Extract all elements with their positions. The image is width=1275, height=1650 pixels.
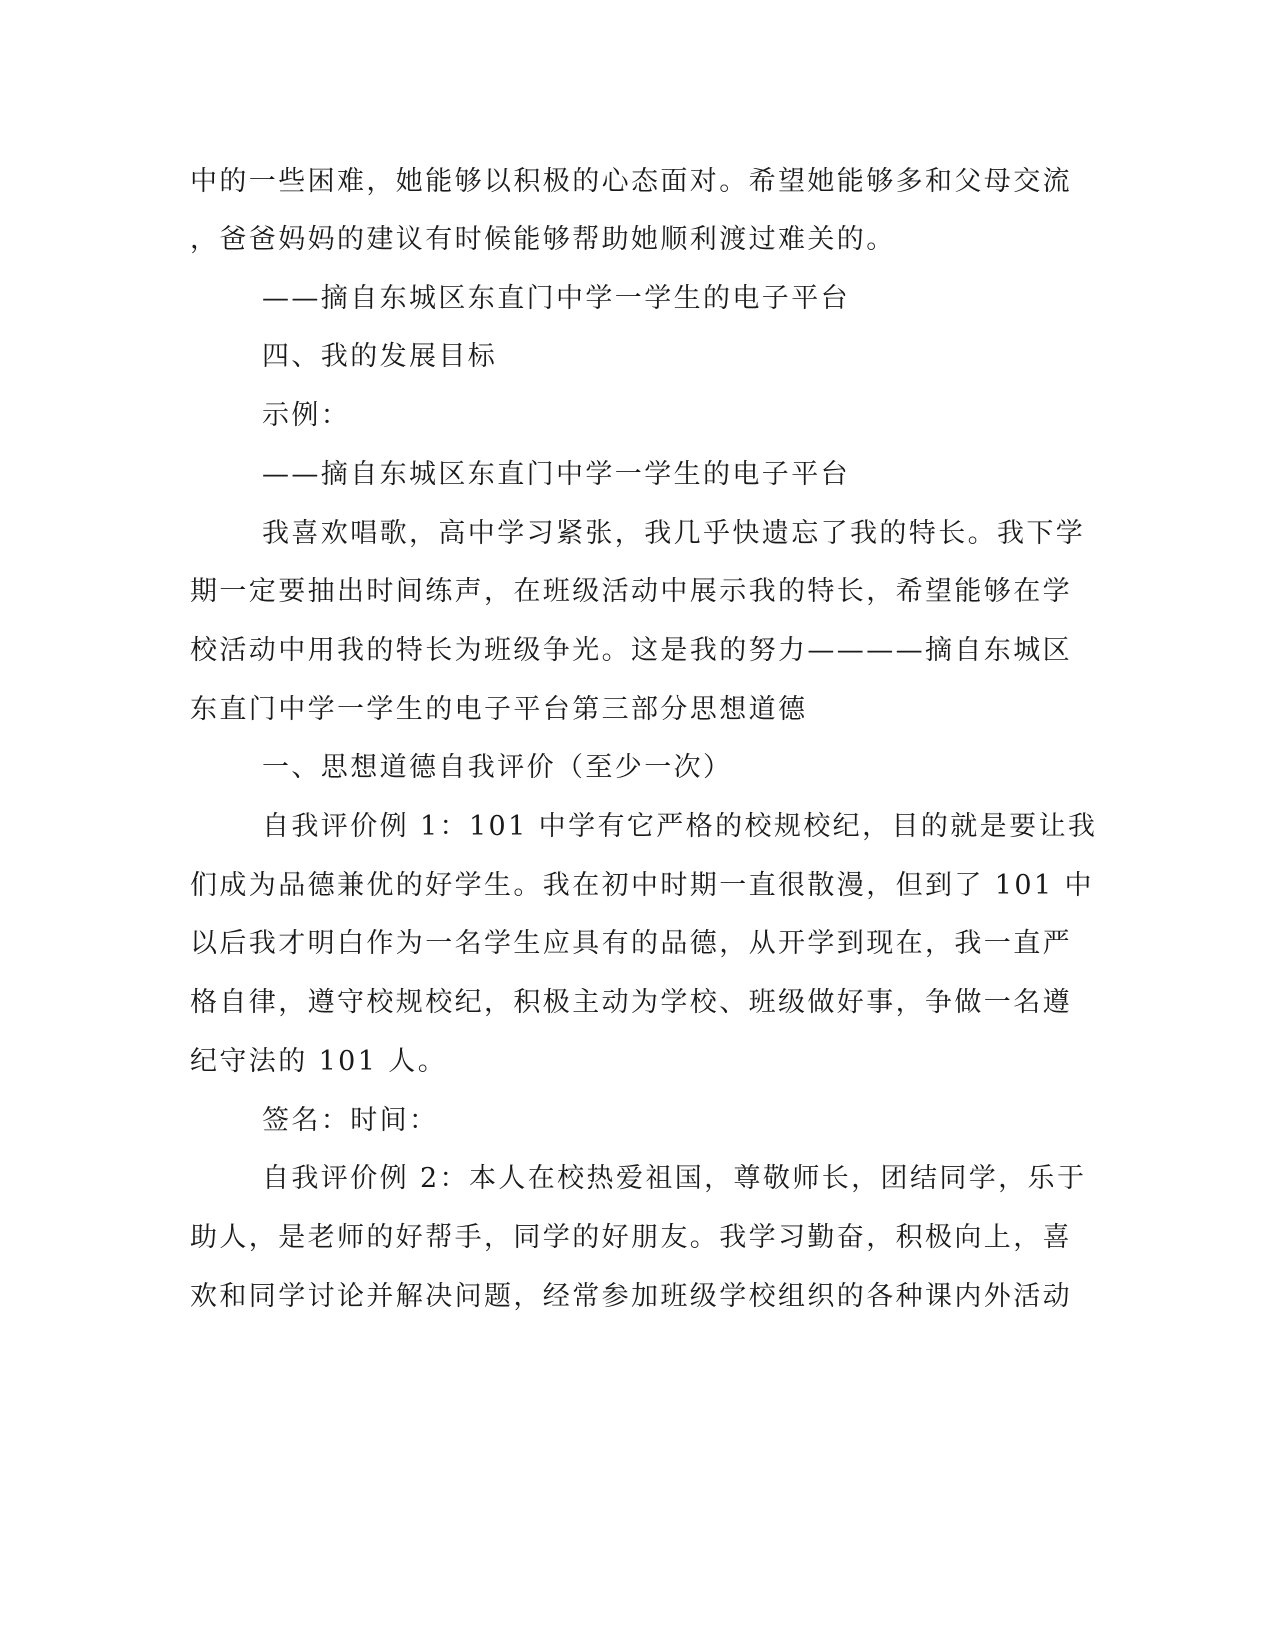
paragraph-line: 中的一些困难，她能够以积极的心态面对。希望她能够多和父母交流 (190, 166, 1072, 197)
paragraph-line: 东直门中学一学生的电子平台第三部分思想道德 (190, 694, 808, 725)
paragraph-line: 助人，是老师的好帮手，同学的好朋友。我学习勤奋，积极向上，喜 (190, 1222, 1072, 1253)
source-citation: ——摘自东城区东直门中学一学生的电子平台 (262, 283, 850, 314)
source-citation: ——摘自东城区东直门中学一学生的电子平台 (262, 459, 850, 490)
signature-line: 签名：时间： (262, 1105, 439, 1136)
paragraph-line: 自我评价例 2：本人在校热爱祖国，尊敬师长，团结同学，乐于 (262, 1163, 1087, 1194)
paragraph-line: 欢和同学讨论并解决问题，经常参加班级学校组织的各种课内外活动 (190, 1281, 1072, 1312)
section-heading: 一、思想道德自我评价（至少一次） (262, 752, 733, 783)
paragraph-line: 我喜欢唱歌，高中学习紧张，我几乎快遗忘了我的特长。我下学 (262, 518, 1086, 549)
paragraph-line: 自我评价例 1：101 中学有它严格的校规校纪，目的就是要让我 (262, 811, 1098, 842)
paragraph-line: 期一定要抽出时间练声，在班级活动中展示我的特长，希望能够在学 (190, 576, 1072, 607)
section-heading: 四、我的发展目标 (262, 341, 498, 372)
paragraph-line: 校活动中用我的特长为班级争光。这是我的努力————摘自东城区 (190, 635, 1072, 666)
paragraph-line: 们成为品德兼优的好学生。我在初中时期一直很散漫，但到了 101 中 (190, 870, 1094, 901)
paragraph-line: 以后我才明白作为一名学生应具有的品德，从开学到现在，我一直严 (190, 928, 1072, 959)
paragraph-line: 格自律，遵守校规校纪，积极主动为学校、班级做好事，争做一名遵 (190, 987, 1072, 1018)
example-label: 示例： (262, 400, 351, 431)
paragraph-line: 纪守法的 101 人。 (190, 1046, 448, 1077)
paragraph-line: ，爸爸妈妈的建议有时候能够帮助她顺利渡过难关的。 (190, 224, 896, 255)
